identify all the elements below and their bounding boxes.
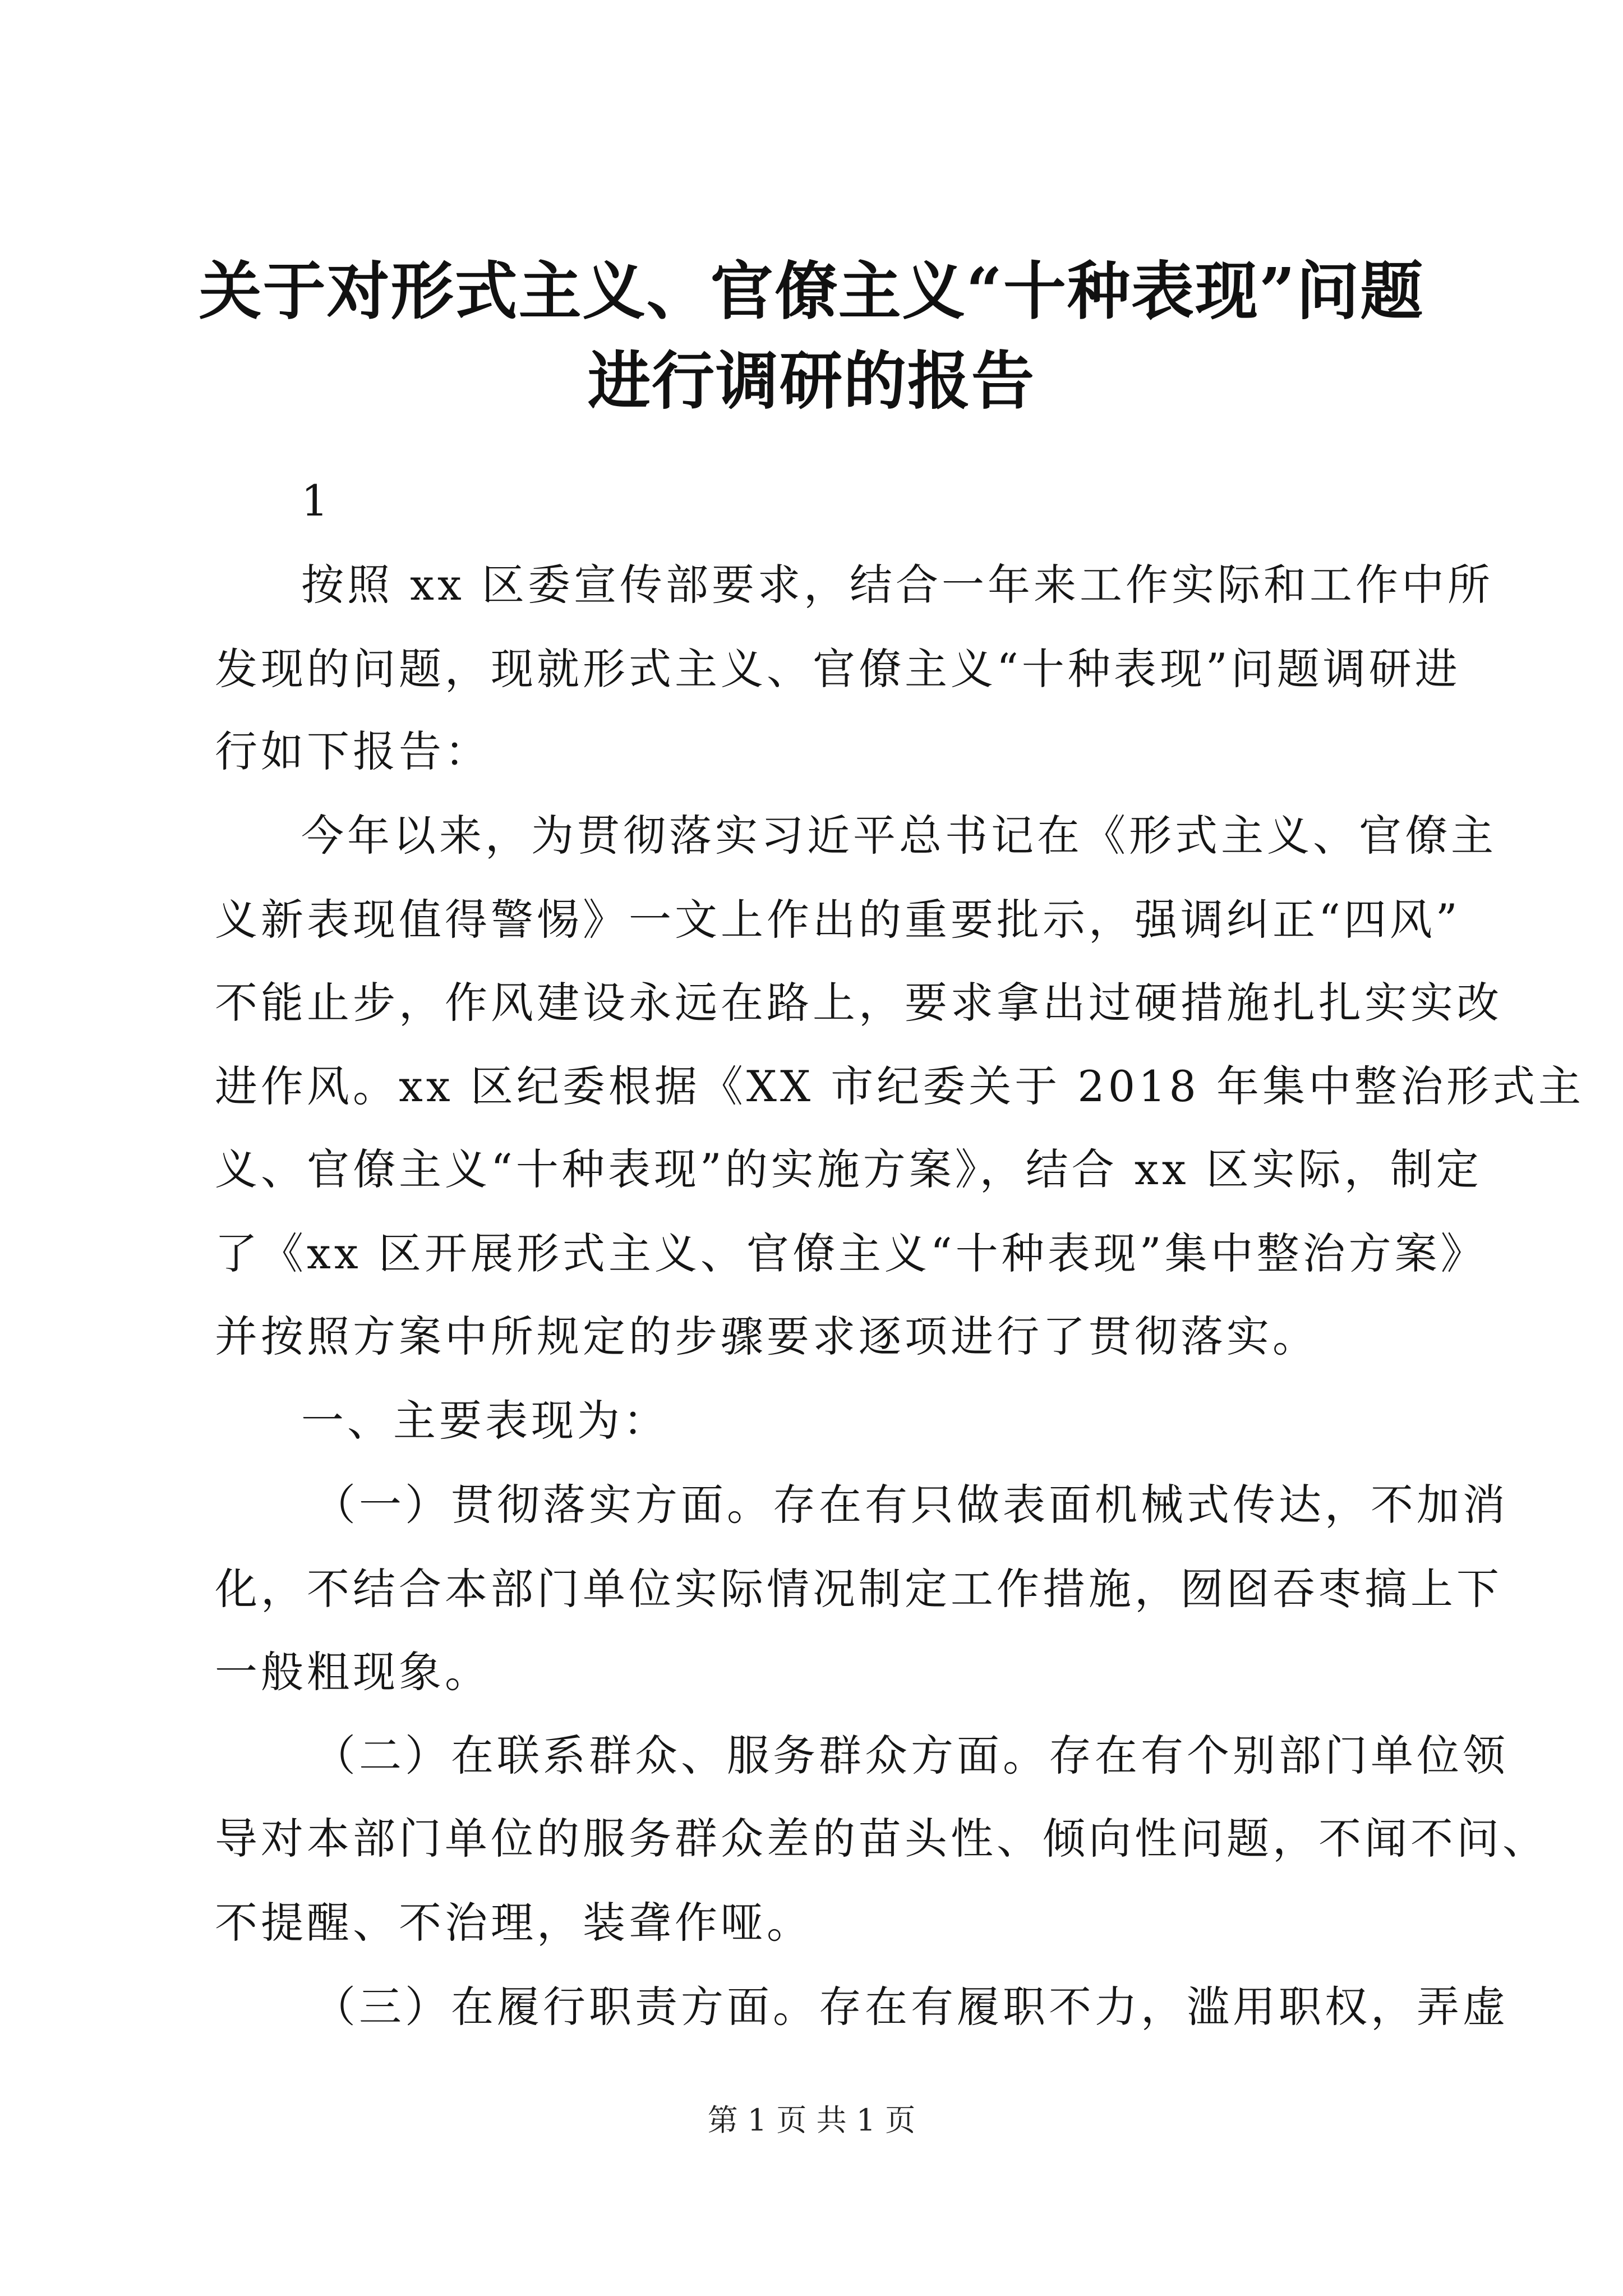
item-1-line-1: （一）贯彻落实方面。存在有只做表面机械式传达，不加消 bbox=[313, 1480, 1509, 1530]
title-line-1: 关于对形式主义、官僚主义“十种表现”问题 bbox=[199, 255, 1424, 328]
paragraph-2-line-5: 义、官僚主义“十种表现”的实施方案》，结合 xx 区实际，制定 bbox=[215, 1144, 1482, 1194]
paragraph-1-line-3: 行如下报告： bbox=[215, 726, 491, 776]
item-2-line-3: 不提醒、不治理，装聋作哑。 bbox=[215, 1898, 813, 1948]
page-footer: 第 1 页 共 1 页 bbox=[707, 2102, 916, 2138]
title-line-2: 进行调研的报告 bbox=[588, 344, 1035, 418]
item-2-line-2: 导对本部门单位的服务群众差的苗头性、倾向性问题，不闻不问、 bbox=[215, 1814, 1548, 1864]
paragraph-2-line-1: 今年以来，为贯彻落实习近平总书记在《形式主义、官僚主 bbox=[301, 811, 1497, 861]
item-3-line-1: （三）在履行职责方面。存在有履职不力，滥用职权，弄虚 bbox=[313, 1982, 1509, 2032]
paragraph-2-line-4: 进作风。xx 区纪委根据《XX 市纪委关于 2018 年集中整治形式主 bbox=[215, 1061, 1584, 1111]
paragraph-1-line-2: 发现的问题，现就形式主义、官僚主义“十种表现”问题调研进 bbox=[215, 644, 1461, 694]
document-title bbox=[146, 247, 1477, 426]
paragraph-2-line-7: 并按照方案中所规定的步骤要求逐项进行了贯彻落实。 bbox=[215, 1312, 1318, 1361]
item-2-line-1: （二）在联系群众、服务群众方面。存在有个别部门单位领 bbox=[313, 1731, 1509, 1780]
paragraph-2-line-2: 义新表现值得警惕》一文上作出的重要批示，强调纠正“四风” bbox=[215, 895, 1461, 945]
paragraph-1-line-1: 按照 xx 区委宣传部要求，结合一年来工作实际和工作中所 bbox=[301, 560, 1494, 610]
section-heading-1: 一、主要表现为： bbox=[301, 1396, 669, 1446]
item-1-line-2: 化，不结合本部门单位实际情况制定工作措施，囫囵吞枣搞上下 bbox=[215, 1564, 1502, 1614]
section-number: 1 bbox=[301, 476, 332, 526]
paragraph-2-line-3: 不能止步，作风建设永远在路上，要求拿出过硬措施扎扎实实改 bbox=[215, 978, 1502, 1028]
paragraph-2-line-6: 了《xx 区开展形式主义、官僚主义“十种表现”集中整治方案》 bbox=[215, 1228, 1487, 1278]
item-1-line-3: 一般粗现象。 bbox=[215, 1647, 491, 1697]
